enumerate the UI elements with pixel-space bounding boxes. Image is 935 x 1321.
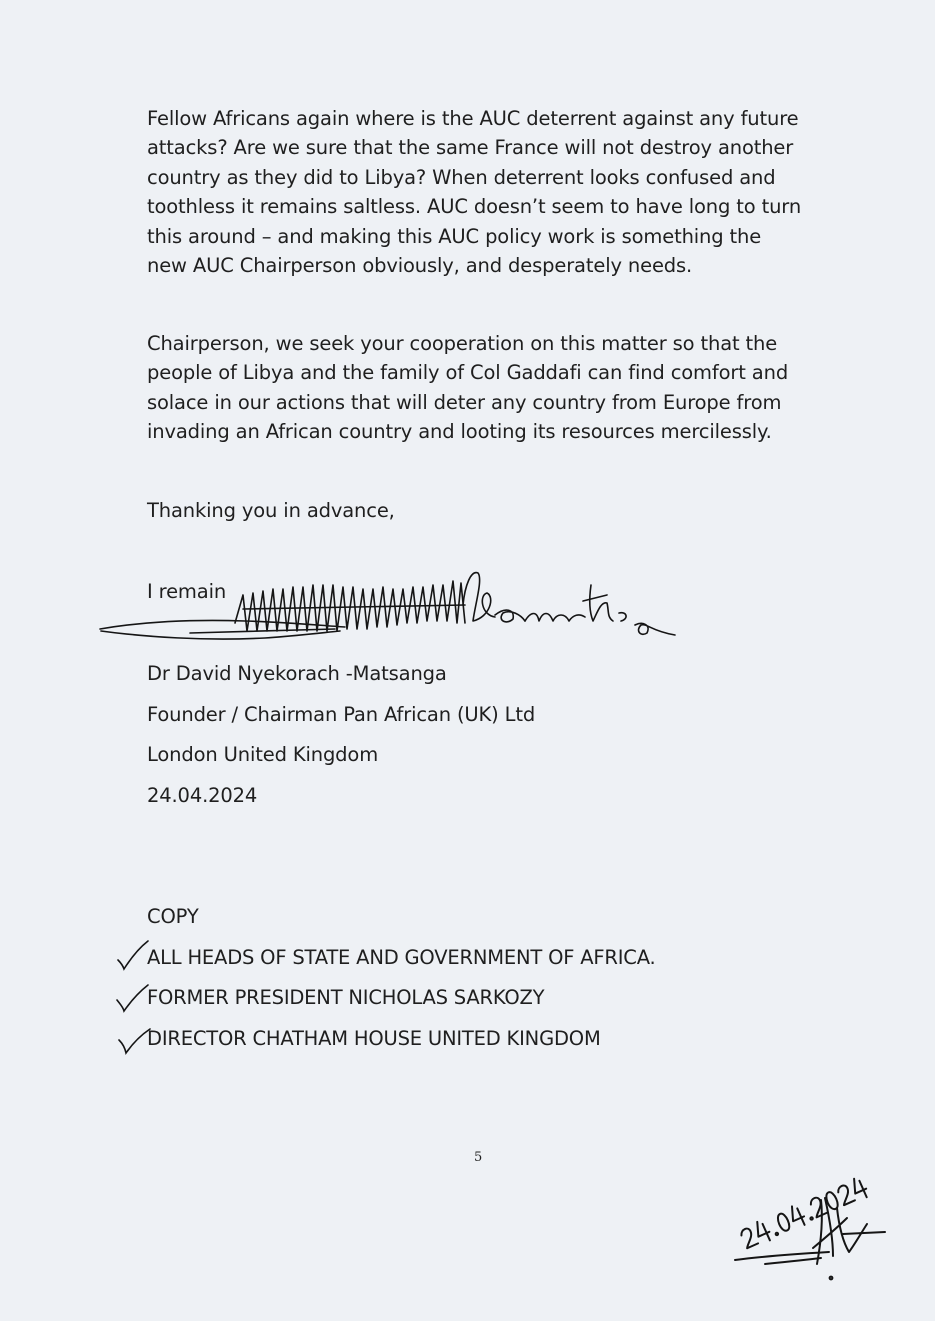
initials-signature (725, 1138, 905, 1288)
signature-icon (95, 565, 685, 655)
copy-recipient: FORMER PRESIDENT NICHOLAS SARKOZY (147, 986, 545, 1009)
text-line: solace in our actions that will deter any country from Europe from (147, 390, 782, 414)
check-mark-icon (115, 938, 151, 972)
signer-title: Founder / Chairman Pan African (UK) Ltd (147, 703, 536, 726)
text-line: Fellow Africans again where is the AUC deterrent against any future (147, 107, 799, 130)
paragraph-deterrent (147, 104, 827, 280)
paragraph-cooperation (147, 329, 827, 447)
check-mark-icon (114, 980, 150, 1014)
text-line: attacks? Are we sure that the same France will not destroy another (147, 136, 794, 160)
text-line: country as they did to Libya? When deterrent looks confused and (147, 165, 776, 189)
remain-text: I remain (147, 580, 227, 603)
page-number: 5 (474, 1150, 483, 1165)
text-line: new AUC Chairperson obviously, and desperately needs. (147, 254, 693, 278)
signer-location: London United Kingdom (147, 743, 379, 766)
text-line: people of Libya and the family of Col Gaddafi can find comfort and (147, 361, 789, 385)
copy-heading: COPY (147, 905, 199, 928)
signer-name: Dr David Nyekorach -Matsanga (147, 662, 447, 685)
closing-text: Thanking you in advance, (147, 499, 395, 522)
text-line: invading an African country and looting its resources mercilessly. (147, 420, 772, 444)
letter-date: 24.04.2024 (147, 784, 258, 807)
copy-recipient: ALL HEADS OF STATE AND GOVERNMENT OF AFRICA. (147, 946, 656, 969)
text-line: Chairperson, we seek your cooperation on this matter so that the (147, 332, 778, 355)
text-line: this around – and making this AUC policy work is something the (147, 224, 762, 248)
text-line: toothless it remains saltless. AUC doesn’t seem to have long to turn (147, 195, 802, 219)
copy-recipient: DIRECTOR CHATHAM HOUSE UNITED KINGDOM (147, 1027, 601, 1050)
